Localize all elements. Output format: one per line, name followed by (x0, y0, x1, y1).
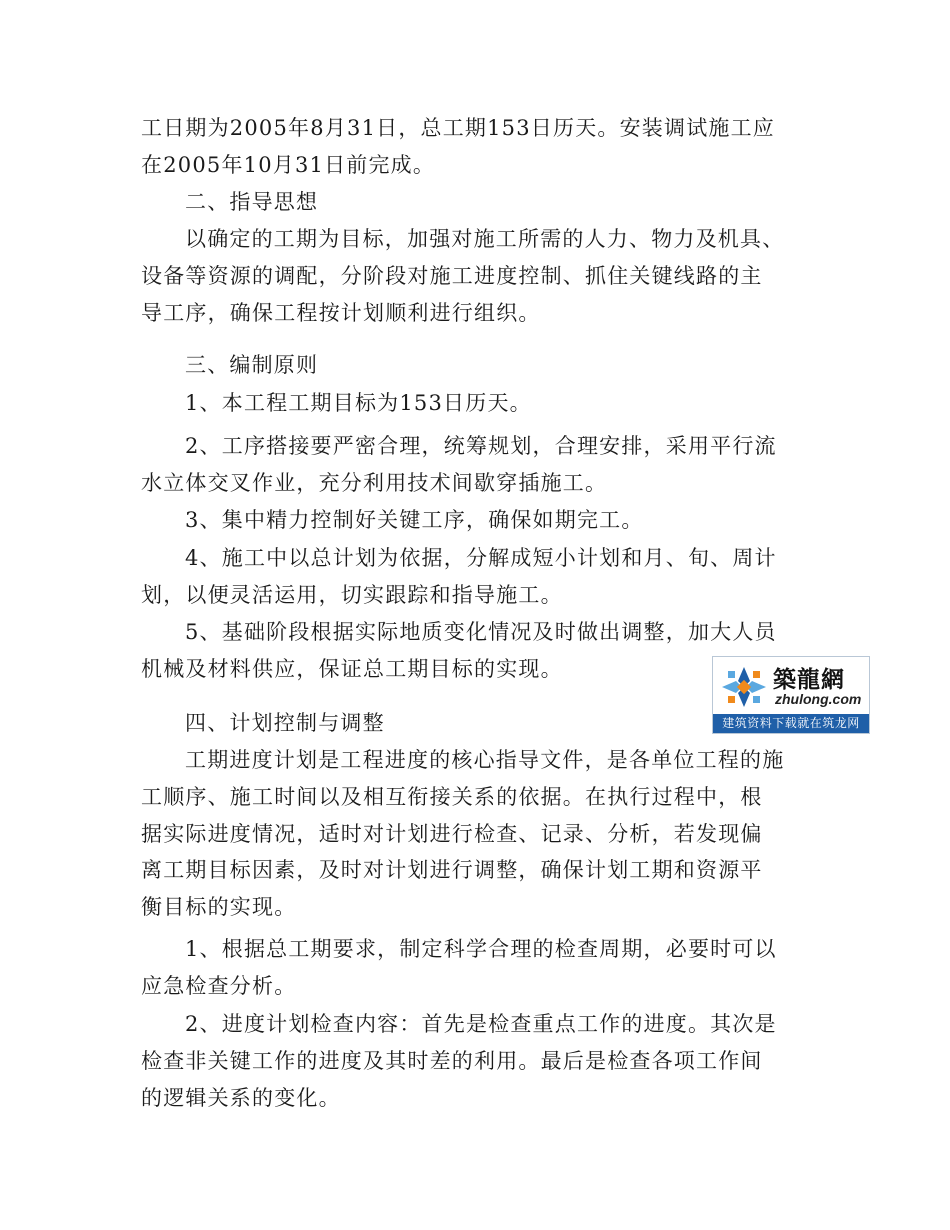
principle-item-5: 5、基础阶段根据实际地质变化情况及时做出调整，加大人员 机械及材料供应，保证总工期目标的实现。 (141, 620, 777, 681)
paragraph-schedule-dates: 工日期为2005年8月31日，总工期153日历天。安装调试施工应 在2005年10月31日前完成。 (141, 116, 776, 177)
control-item-2: 2、进度计划检查内容：首先是检查重点工作的进度。其次是 检查非关键工作的进度及其时差的利用。最后是检查各项工作间 的逻辑关系的变化。 (141, 1012, 777, 1110)
logo-domain: zhulong.com (775, 691, 862, 707)
heading-guiding-thought: 二、指导思想 (185, 190, 319, 214)
paragraph-guiding-thought: 以确定的工期为目标，加强对施工所需的人力、物力及机具、 设备等资源的调配，分阶段对施工进度控制、抓住关键线路的主 导工序，确保工程按计划顺利进行组织。 (141, 227, 785, 325)
heading-plan-control: 四、计划控制与调整 (185, 711, 385, 735)
control-item-1: 1、根据总工期要求，制定科学合理的检查周期，必要时可以 应急检查分析。 (141, 937, 777, 998)
logo-name-cn: 築龍網 (773, 667, 845, 693)
heading-compilation-principles: 三、编制原则 (185, 353, 319, 377)
principle-item-3: 3、集中精力控制好关键工序，确保如期完工。 (185, 508, 644, 532)
zhulong-logo (712, 656, 870, 734)
paragraph-plan-control: 工期进度计划是工程进度的核心指导文件，是各单位工程的施 工顺序、施工时间以及相互衔接关系的依据。在执行过程中，根 据实际进度情况，适时对计划进行检查、记录、分析，若发现偏 离工期目标因素，及时对计划进行调整，确保计划工期和资源平 衡目标的实现。 (141, 748, 785, 920)
principle-item-1: 1、本工程工期目标为153日历天。 (185, 391, 532, 415)
principle-item-2: 2、工序搭接要严密合理，统筹规划，合理安排，采用平行流 水立体交叉作业，充分利用技术间歇穿插施工。 (141, 434, 777, 495)
logo-slogan: 建筑资料下载就在筑龙网 (713, 714, 869, 733)
principle-item-4: 4、施工中以总计划为依据，分解成短小计划和月、旬、周计 划，以便灵活运用，切实跟踪和指导施工。 (141, 546, 777, 607)
zhulong-mark-icon (719, 665, 769, 709)
